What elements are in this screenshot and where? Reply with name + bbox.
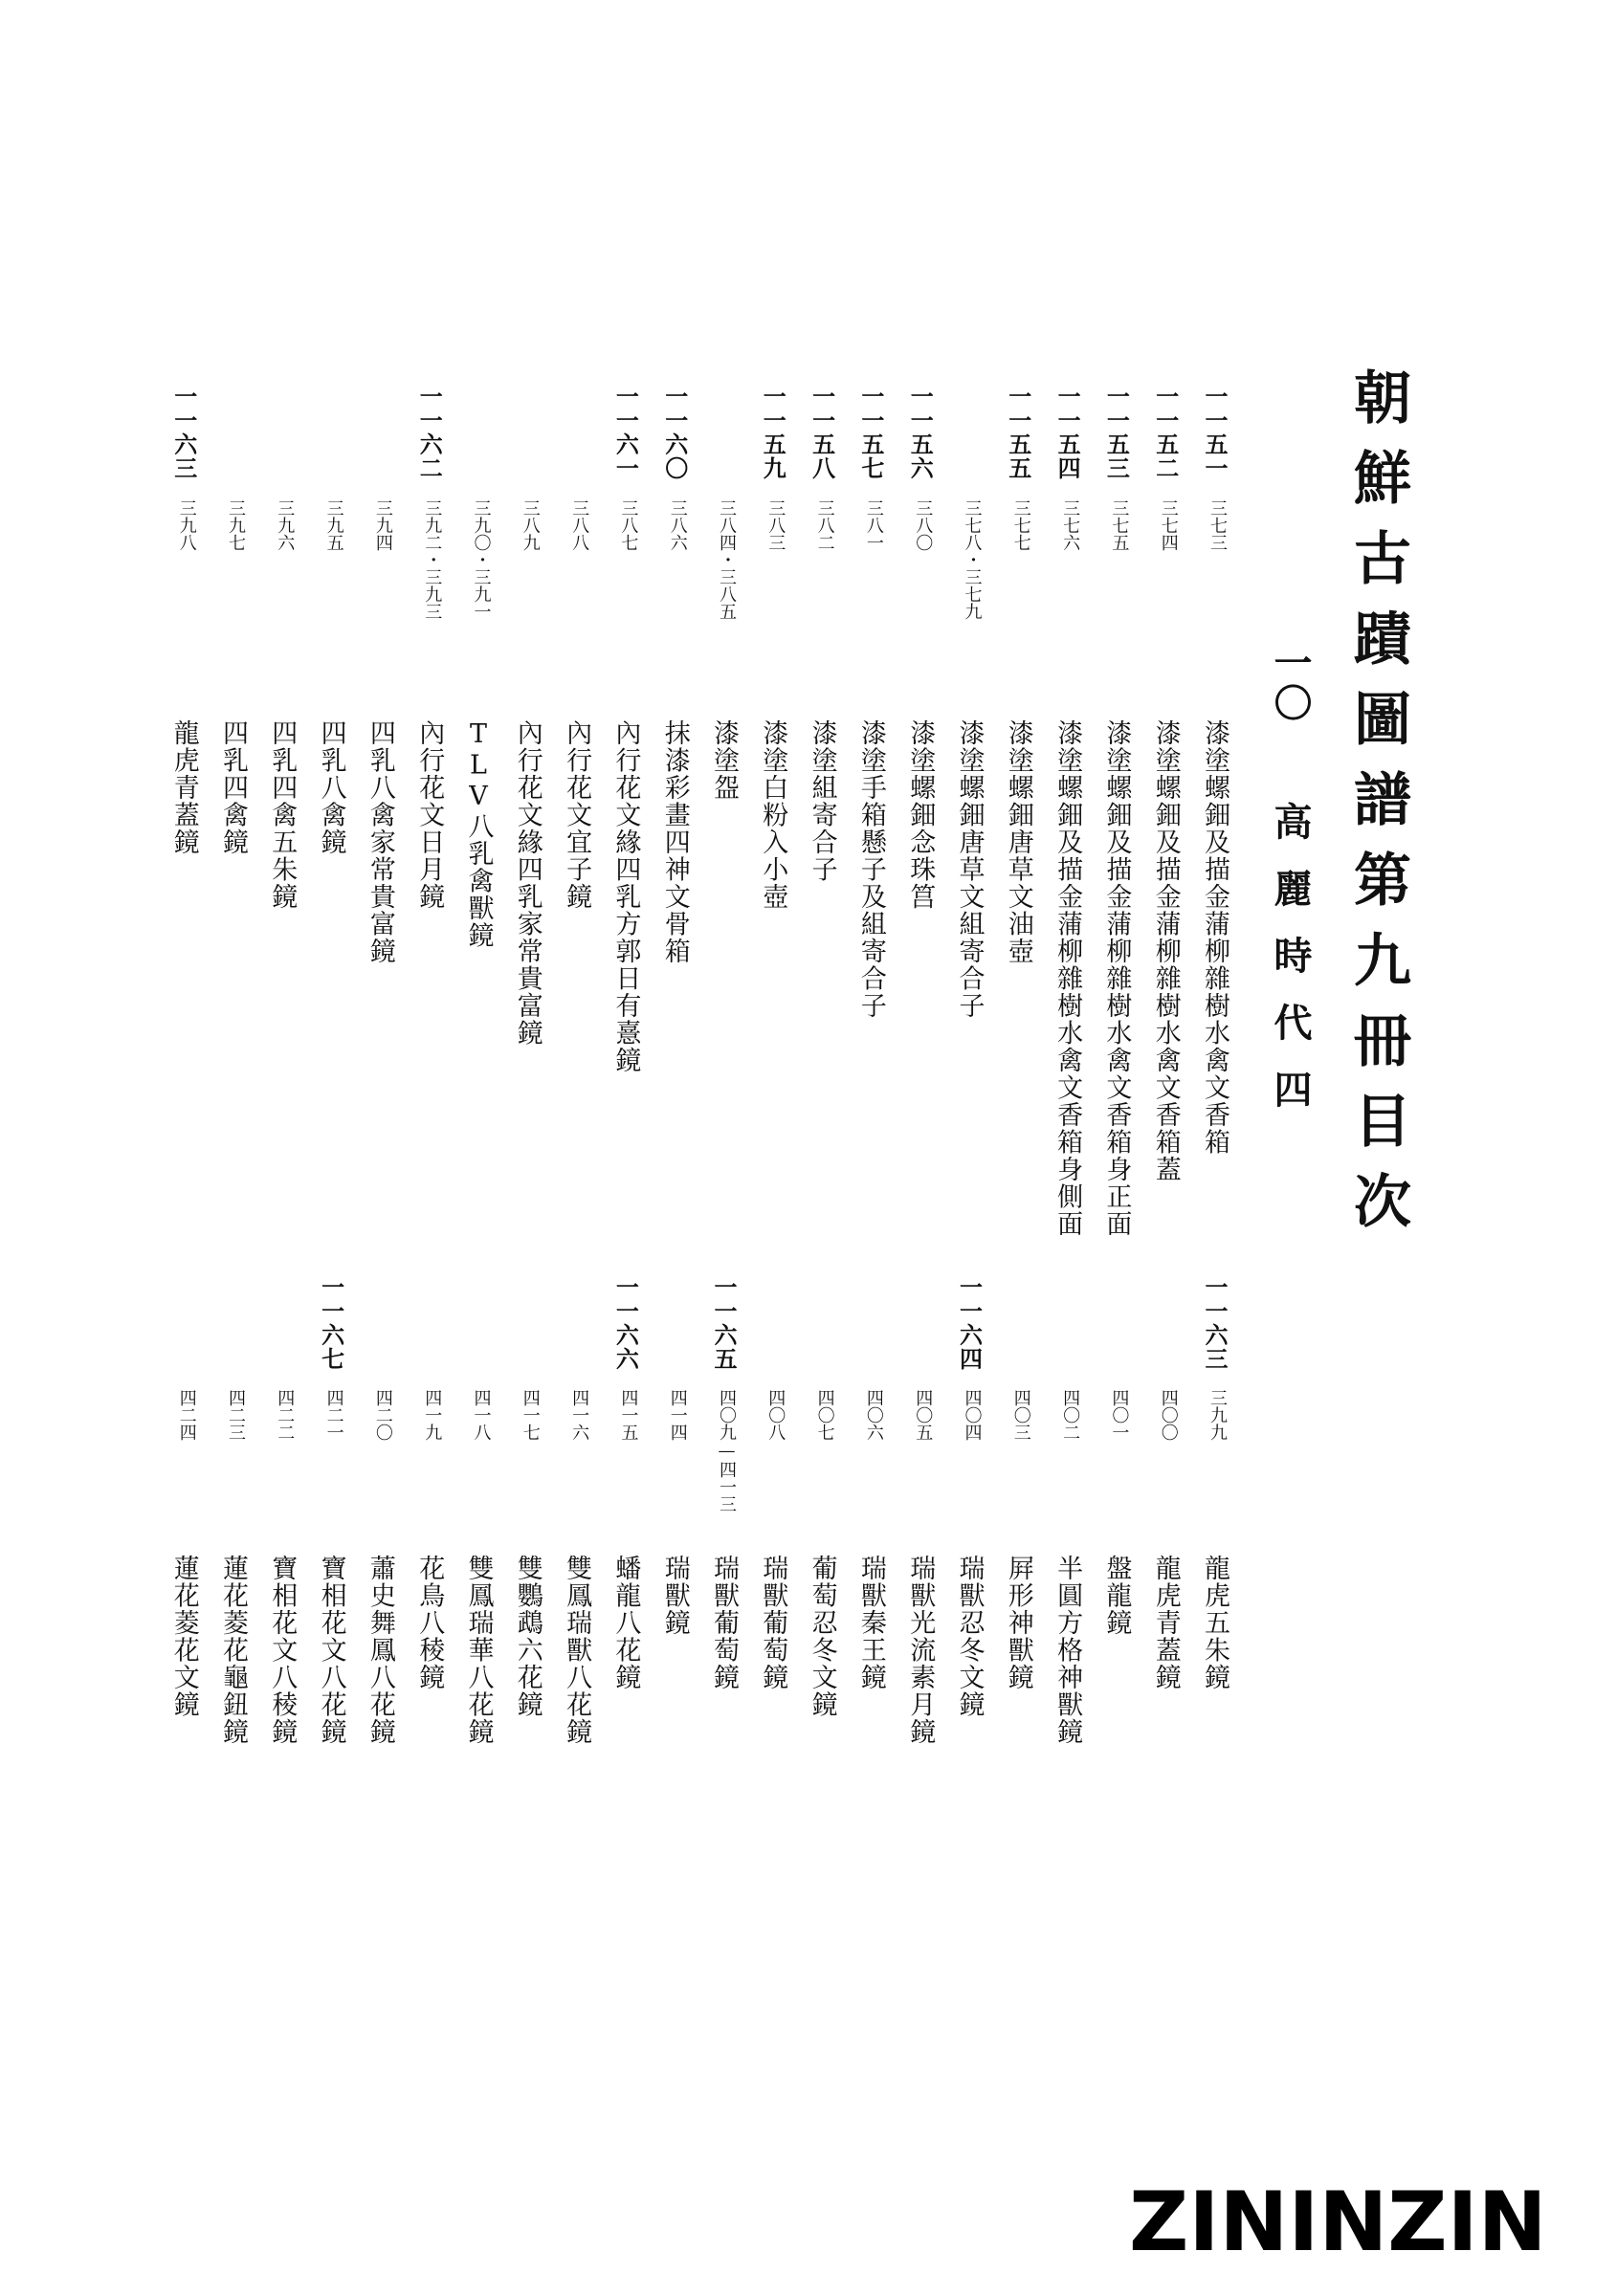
section-title: 高麗時代四: [1268, 802, 1313, 1137]
page-numbers: 三八四・三八五: [717, 499, 737, 620]
page-numbers: 四〇四: [962, 1389, 983, 1441]
entry-title: 蕭史舞鳳八花鏡: [365, 1555, 395, 1746]
entry-title: 漆塗螺鈿及描金蒲柳雜樹水禽文香箱: [1200, 719, 1229, 1156]
entry-title: 漆塗螺鈿唐草文組寄合子: [954, 719, 985, 1020]
plate-number: 一一六〇: [660, 385, 689, 480]
entry-title: 四乳八禽鏡: [316, 719, 346, 856]
page-numbers: 四〇三: [1010, 1389, 1031, 1441]
page-numbers: 四〇〇: [1158, 1389, 1179, 1441]
page-numbers: 三九四: [372, 499, 393, 551]
plate-number: 一一五六: [906, 385, 935, 480]
entry-title: 四乳四禽五朱鏡: [267, 719, 298, 911]
entry-title: 漆塗螺鈿及描金蒲柳雜樹水禽文香箱身側面: [1052, 719, 1083, 1238]
entry-title: 雙鸚鵡六花鏡: [512, 1555, 543, 1718]
entry-title: 漆塗手箱懸子及組寄合子: [855, 719, 886, 1020]
entry-title: 瑞獸葡萄鏡: [709, 1555, 739, 1691]
page-numbers: 三七四: [1158, 499, 1179, 551]
plate-number: 一一五三: [1102, 385, 1131, 480]
plate-number: 一一六四: [955, 1275, 984, 1371]
entry-title: 屛形神獸鏡: [1003, 1555, 1033, 1691]
page-numbers: 三九八: [176, 499, 197, 551]
plate-number: 一一六六: [611, 1275, 640, 1371]
page-numbers: 三九七: [226, 499, 246, 551]
page-numbers: 三七八・三七九: [962, 499, 983, 620]
page-numbers: 三八六: [667, 499, 688, 551]
entry-title: 蓮花菱花文鏡: [168, 1555, 199, 1718]
entry-title: 內行花文緣四乳方郭日有憙鏡: [610, 719, 641, 1074]
page-numbers: 三九六: [275, 499, 296, 551]
page-numbers: 四二一: [323, 1389, 344, 1441]
entry-title: 龍虎五朱鏡: [1200, 1555, 1229, 1691]
entry-title: TLV八乳禽獸鏡: [463, 719, 494, 949]
entry-title: 瑞獸秦王鏡: [855, 1555, 886, 1691]
entry-title: 漆塗螺鈿及描金蒲柳雜樹水禽文香箱蓋: [1150, 719, 1181, 1183]
page-numbers: 三七三: [1207, 499, 1228, 551]
page-numbers: 四〇二: [1060, 1389, 1081, 1441]
page-numbers: 四〇八: [765, 1389, 786, 1441]
page-numbers: 四〇七: [814, 1389, 835, 1441]
entry-title: 龍虎青蓋鏡: [1150, 1555, 1181, 1691]
plate-number: 一一五一: [1201, 385, 1229, 480]
entry-title: 漆塗螺鈿及描金蒲柳雜樹水禽文香箱身正面: [1101, 719, 1132, 1238]
page-numbers: 四一七: [520, 1389, 541, 1441]
entry-title: 盤龍鏡: [1101, 1555, 1132, 1637]
page-numbers: 四一四: [667, 1389, 688, 1441]
entry-title: 漆塗盌: [709, 719, 739, 802]
plate-number: 一一六三: [169, 385, 198, 480]
entry-title: 雙鳳瑞獸八花鏡: [562, 1555, 592, 1746]
plate-number: 一一六一: [611, 385, 640, 480]
page-numbers: 四二四: [176, 1389, 197, 1441]
entry-title: 漆塗螺鈿唐草文油壺: [1003, 719, 1033, 965]
page-numbers: 三九五: [323, 499, 344, 551]
plate-number: 一一五七: [856, 385, 885, 480]
plate-number: 一一六五: [710, 1275, 738, 1371]
page-numbers: 三七五: [1109, 499, 1130, 551]
plate-number: 一一六三: [1201, 1275, 1229, 1371]
watermark-logo: ZININZIN: [1129, 2175, 1547, 2270]
page-numbers: 三八二: [814, 499, 835, 551]
page-numbers: 三七七: [1010, 499, 1031, 551]
page-numbers: 四二三: [226, 1389, 246, 1441]
plate-number: 一一六二: [415, 385, 444, 480]
plate-number: 一一五五: [1004, 385, 1032, 480]
entry-title: 四乳四禽鏡: [218, 719, 248, 856]
plate-number: 一一五九: [759, 385, 787, 480]
page-numbers: 三九九: [1207, 1389, 1228, 1441]
entry-title: 蓮花菱花龜鈕鏡: [218, 1555, 248, 1746]
page-numbers: 四〇六: [863, 1389, 884, 1441]
entry-title: 寶相花文八花鏡: [316, 1555, 346, 1746]
entry-title: 寶相花文八稜鏡: [267, 1555, 298, 1746]
page-numbers: 三八一: [863, 499, 884, 551]
entry-title: 漆塗白粉入小壺: [758, 719, 788, 911]
page-numbers: 三九〇・三九一: [471, 499, 492, 620]
entry-title: 瑞獸葡萄鏡: [758, 1555, 788, 1691]
page-numbers: 三八八: [569, 499, 590, 551]
page-numbers: 四二二: [275, 1389, 296, 1441]
entry-title: 瑞獸忍冬文鏡: [954, 1555, 985, 1718]
entry-title: 半圓方格神獸鏡: [1052, 1555, 1083, 1746]
page-numbers: 三八三: [765, 499, 786, 551]
page-numbers: 三九二・三九三: [422, 499, 443, 620]
entry-title: 花鳥八稜鏡: [414, 1555, 445, 1691]
page-numbers: 三七六: [1060, 499, 1081, 551]
page-numbers: 三八九: [520, 499, 541, 551]
entry-title: 雙鳳瑞華八花鏡: [463, 1555, 494, 1746]
page-numbers: 三八七: [618, 499, 639, 551]
entry-title: 葡萄忍冬文鏡: [807, 1555, 837, 1718]
page-numbers: 四一九: [422, 1389, 443, 1441]
entry-title: 漆塗組寄合子: [807, 719, 837, 883]
page-numbers: 四一五: [618, 1389, 639, 1441]
plate-number: 一一五四: [1053, 385, 1082, 480]
page-numbers: 四二〇: [372, 1389, 393, 1441]
entry-title: 蟠龍八花鏡: [610, 1555, 641, 1691]
entry-title: 內行花文宜子鏡: [562, 719, 592, 911]
page-numbers: 三八〇: [913, 499, 934, 551]
page-numbers: 四〇九—四一三: [717, 1389, 737, 1512]
entry-title: 內行花文日月鏡: [414, 719, 445, 911]
entry-title: 瑞獸鏡: [659, 1555, 690, 1637]
entry-title: 四乳八禽家常貴富鏡: [365, 719, 395, 965]
page-numbers: 四〇五: [913, 1389, 934, 1441]
entry-title: 抹漆彩畫四神文骨箱: [659, 719, 690, 965]
page-numbers: 四〇一: [1109, 1389, 1130, 1441]
page-numbers: 四一八: [471, 1389, 492, 1441]
entry-title: 龍虎青蓋鏡: [168, 719, 199, 856]
entry-title: 內行花文緣四乳家常貴富鏡: [512, 719, 543, 1047]
entry-title: 瑞獸光流素月鏡: [905, 1555, 936, 1746]
plate-number: 一一五二: [1151, 385, 1180, 480]
entry-title: 漆塗螺鈿念珠筥: [905, 719, 936, 911]
plate-number: 一一六七: [317, 1275, 345, 1371]
section-number: 一〇: [1268, 643, 1313, 723]
document-title: 朝鮮古蹟圖譜第九冊目次: [1344, 367, 1411, 1251]
plate-number: 一一五八: [808, 385, 836, 480]
page-numbers: 四一六: [569, 1389, 590, 1441]
